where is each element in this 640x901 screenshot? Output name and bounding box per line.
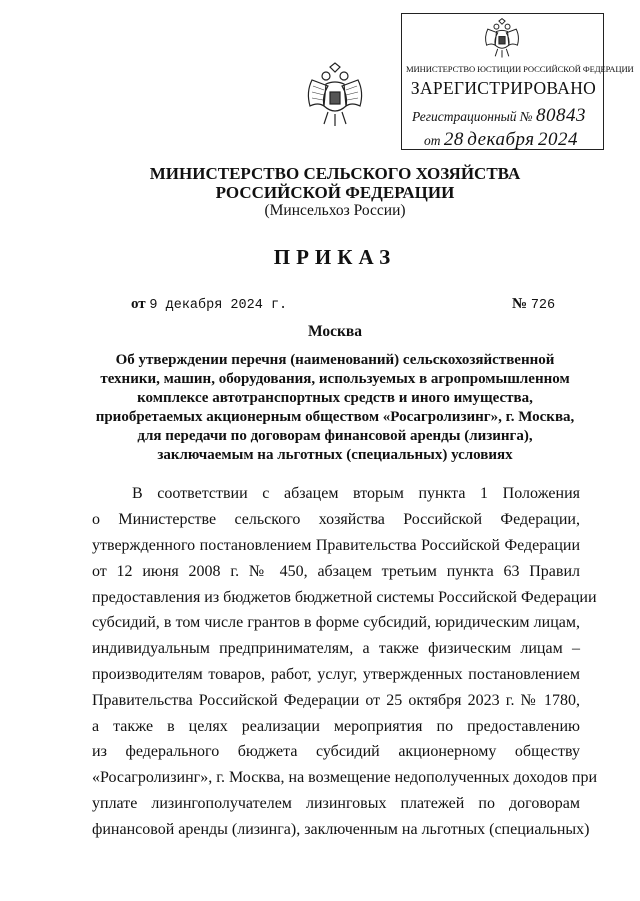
body-line: от 12 июня 2008 г. № 450, абзацем третьим пункта 63 Правил xyxy=(92,563,580,580)
body-line: о Министерстве сельского хозяйства Российской Федерации, xyxy=(92,511,580,528)
ministry-short-name: (Минсельхоз России) xyxy=(264,202,406,219)
date-value: 9 декабря 2024 г. xyxy=(149,298,288,313)
order-date xyxy=(131,296,287,313)
stamp-reg-label: Регистрационный № xyxy=(412,109,533,124)
ministry-name-line-1: МИНИСТЕРСТВО СЕЛЬСКОГО ХОЗЯЙСТВА xyxy=(149,164,521,183)
title-line: заключаемым на льготных (специальных) условиях xyxy=(157,447,513,463)
stamp-emblem xyxy=(480,18,524,60)
document-type: ПРИКАЗ xyxy=(273,245,397,269)
title-line: для передачи по договорам финансовой аренды (лизинга), xyxy=(137,428,533,444)
city: Москва xyxy=(307,323,363,340)
stamp-date-line xyxy=(424,129,578,151)
stamp-date-month: декабря xyxy=(467,129,535,150)
title-line: комплексе автотранспортных средств и иного имущества, xyxy=(137,390,533,406)
title-line: приобретаемых акционерным обществом «Росагролизинг», г. Москва, xyxy=(95,409,575,425)
date-prefix: от xyxy=(131,296,146,312)
body-line: производителям товаров, работ, услуг, утвержденных постановлением xyxy=(92,666,580,683)
stamp-date-year: 2024 xyxy=(537,129,578,150)
title-line: Об утверждении перечня (наименований) сельскохозяйственной xyxy=(115,352,555,368)
body-line: индивидуальным предпринимателям, а также физическим лицам – xyxy=(92,640,580,657)
body-line: финансовой аренды (лизинга), заключенным на льготных (специальных) xyxy=(92,821,590,838)
ministry-name-line-2: РОССИЙСКОЙ ФЕДЕРАЦИИ xyxy=(215,183,455,202)
body-line: В соответствии с абзацем вторым пункта 1 Положения xyxy=(132,485,580,502)
registration-stamp xyxy=(401,13,634,150)
body-line: «Росагролизинг», г. Москва, на возмещение недополученных доходов при xyxy=(92,769,598,786)
body-line: уплате лизингополучателем лизинговых платежей по договорам xyxy=(92,795,580,812)
stamp-date-day: 28 xyxy=(443,129,464,150)
stamp-reg-number: 80843 xyxy=(536,105,587,126)
order-number xyxy=(512,296,555,313)
stamp-ministry-name: МИНИСТЕРСТВО ЮСТИЦИИ РОССИЙСКОЙ ФЕДЕРАЦИИ xyxy=(406,64,634,74)
body-line: утвержденного постановлением Правительства Российской Федерации xyxy=(92,537,580,554)
body-line: а также в целях реализации мероприятия по предоставлению xyxy=(92,718,580,735)
title-line: техники, машин, оборудования, используемых в агропромышленном xyxy=(100,371,570,387)
stamp-reg-line xyxy=(412,105,586,127)
stamp-date-prefix: от xyxy=(424,133,441,148)
body-line: субсидий, в том числе грантов в форме субсидий, юридическим лицам, xyxy=(92,614,580,631)
number-label: № xyxy=(512,296,528,312)
body-line: предоставления из бюджетов бюджетной системы Российской Федерации xyxy=(92,589,597,606)
body-line: Правительства Российской Федерации от 25 октября 2023 г. № 1780, xyxy=(92,692,580,709)
stamp-status: ЗАРЕГИСТРИРОВАНО xyxy=(410,78,597,98)
number-value: 726 xyxy=(530,298,556,313)
coat-of-arms-emblem xyxy=(304,62,366,130)
body-line: из федерального бюджета субсидий акционерному обществу xyxy=(92,743,580,760)
